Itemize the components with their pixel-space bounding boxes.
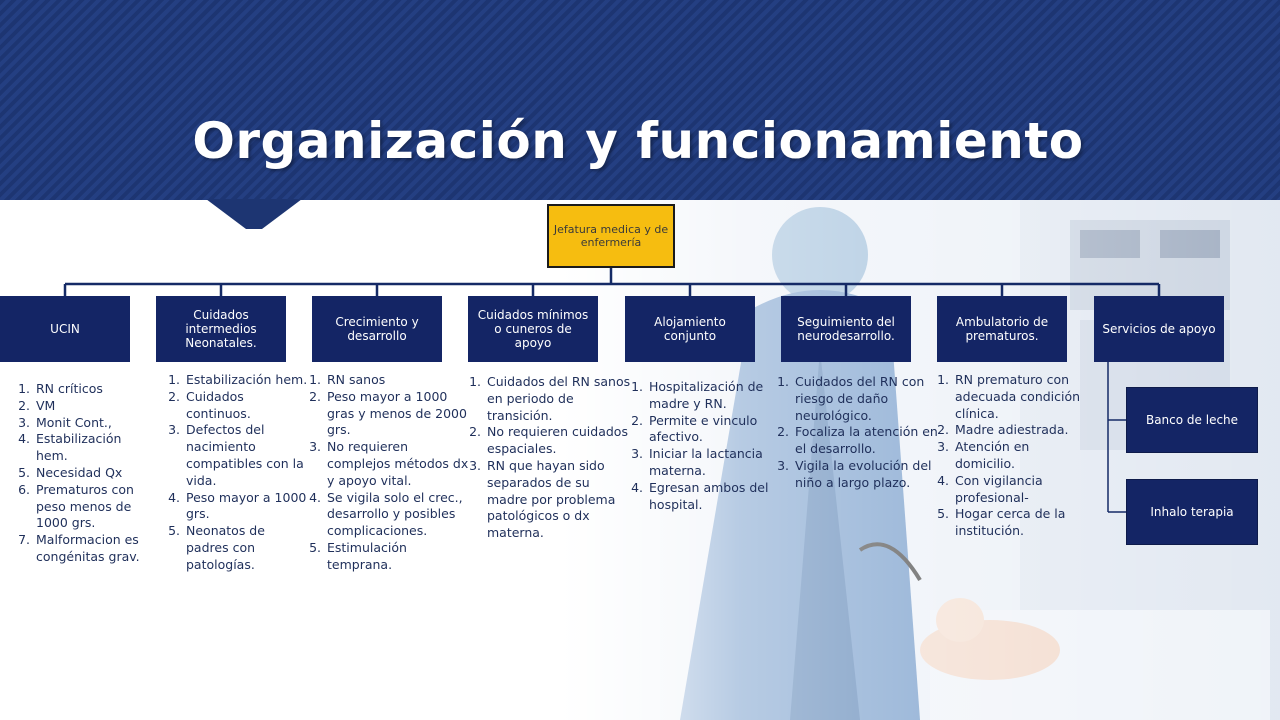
- list-item: 2. Permite e vinculo afectivo.: [647, 413, 793, 447]
- unit-servicios-apoyo: Servicios de apoyo: [1094, 296, 1224, 362]
- service-banco-leche: Banco de leche: [1126, 387, 1258, 453]
- unit-cuidados-intermedios: Cuidados intermedios Neonatales.: [156, 296, 286, 362]
- list-item: 5. Necesidad Qx: [34, 465, 152, 482]
- unit-crecimiento: Crecimiento y desarrollo: [312, 296, 442, 362]
- unit-alojamiento: Alojamiento conjunto: [625, 296, 755, 362]
- unit-ucin: UCIN: [0, 296, 130, 362]
- list-item: 3. Defectos del nacimiento compatibles con la vida.: [184, 422, 308, 489]
- list-item: 3. RN que hayan sido separados de su madre por problema patológicos o dx materna.: [485, 458, 631, 542]
- slide-title: Organización y funcionamiento: [192, 112, 1084, 170]
- list-item: 4. Peso mayor a 1000 grs.: [184, 490, 308, 524]
- list-item: 3. Vigila la evolución del niño a largo plazo.: [793, 458, 945, 492]
- list-item: 1. Cuidados del RN sanos en periodo de transición.: [485, 374, 631, 424]
- list-item: 2. Cuidados continuos.: [184, 389, 308, 423]
- list-ambulatorio: [929, 372, 1093, 540]
- list-item: 4. Con vigilancia profesional-: [953, 473, 1093, 507]
- list-item: 2. VM: [34, 398, 152, 415]
- list-item: 7. Malformacion es congénitas grav.: [34, 532, 152, 566]
- list-item: 1. RN críticos: [34, 381, 152, 398]
- list-item: 5. Neonatos de padres con patologías.: [184, 523, 308, 573]
- list-cuidados-minimos: [461, 374, 631, 542]
- list-item: 3. Iniciar la lactancia materna.: [647, 446, 793, 480]
- list-item: 1. Cuidados del RN con riesgo de daño neurológico.: [793, 374, 945, 424]
- list-item: 4. Estabilización hem.: [34, 431, 152, 465]
- list-item: 1. Estabilización hem.: [184, 372, 308, 389]
- list-ucin: [10, 381, 152, 566]
- list-item: 3. Monit Cont.,: [34, 415, 152, 432]
- list-seguimiento: [769, 374, 945, 492]
- list-cuidados-intermedios: [160, 372, 308, 574]
- list-item: 1. Hospitalización de madre y RN.: [647, 379, 793, 413]
- list-item: 6. Prematuros con peso menos de 1000 grs.: [34, 482, 152, 532]
- unit-cuidados-minimos: Cuidados mínimos o cuneros de apoyo: [468, 296, 598, 362]
- list-item: 2. Focaliza la atención en el desarrollo.: [793, 424, 945, 458]
- list-item: 2. Peso mayor a 1000 gras y menos de 2000 grs.: [325, 389, 471, 439]
- list-item: 1. RN sanos: [325, 372, 471, 389]
- unit-seguimiento: Seguimiento del neurodesarrollo.: [781, 296, 911, 362]
- list-alojamiento: [623, 379, 793, 513]
- list-item: 5. Hogar cerca de la institución.: [953, 506, 1093, 540]
- list-item: 3. Atención en domicilio.: [953, 439, 1093, 473]
- list-item: 1. RN prematuro con adecuada condición clínica.: [953, 372, 1093, 422]
- root-node: Jefatura medica y de enfermería: [547, 204, 675, 268]
- list-item: 4. Egresan ambos del hospital.: [647, 480, 793, 514]
- list-item: 2. Madre adiestrada.: [953, 422, 1093, 439]
- unit-ambulatorio: Ambulatorio de prematuros.: [937, 296, 1067, 362]
- service-inhalo-terapia: Inhalo terapia: [1126, 479, 1258, 545]
- list-item: 4. Se vigila solo el crec., desarrollo y posibles complicaciones.: [325, 490, 471, 540]
- list-item: 3. No requieren complejos métodos dx y apoyo vital.: [325, 439, 471, 489]
- list-crecimiento: [301, 372, 471, 574]
- list-item: 5. Estimulación temprana.: [325, 540, 471, 574]
- list-item: 2. No requieren cuidados espaciales.: [485, 424, 631, 458]
